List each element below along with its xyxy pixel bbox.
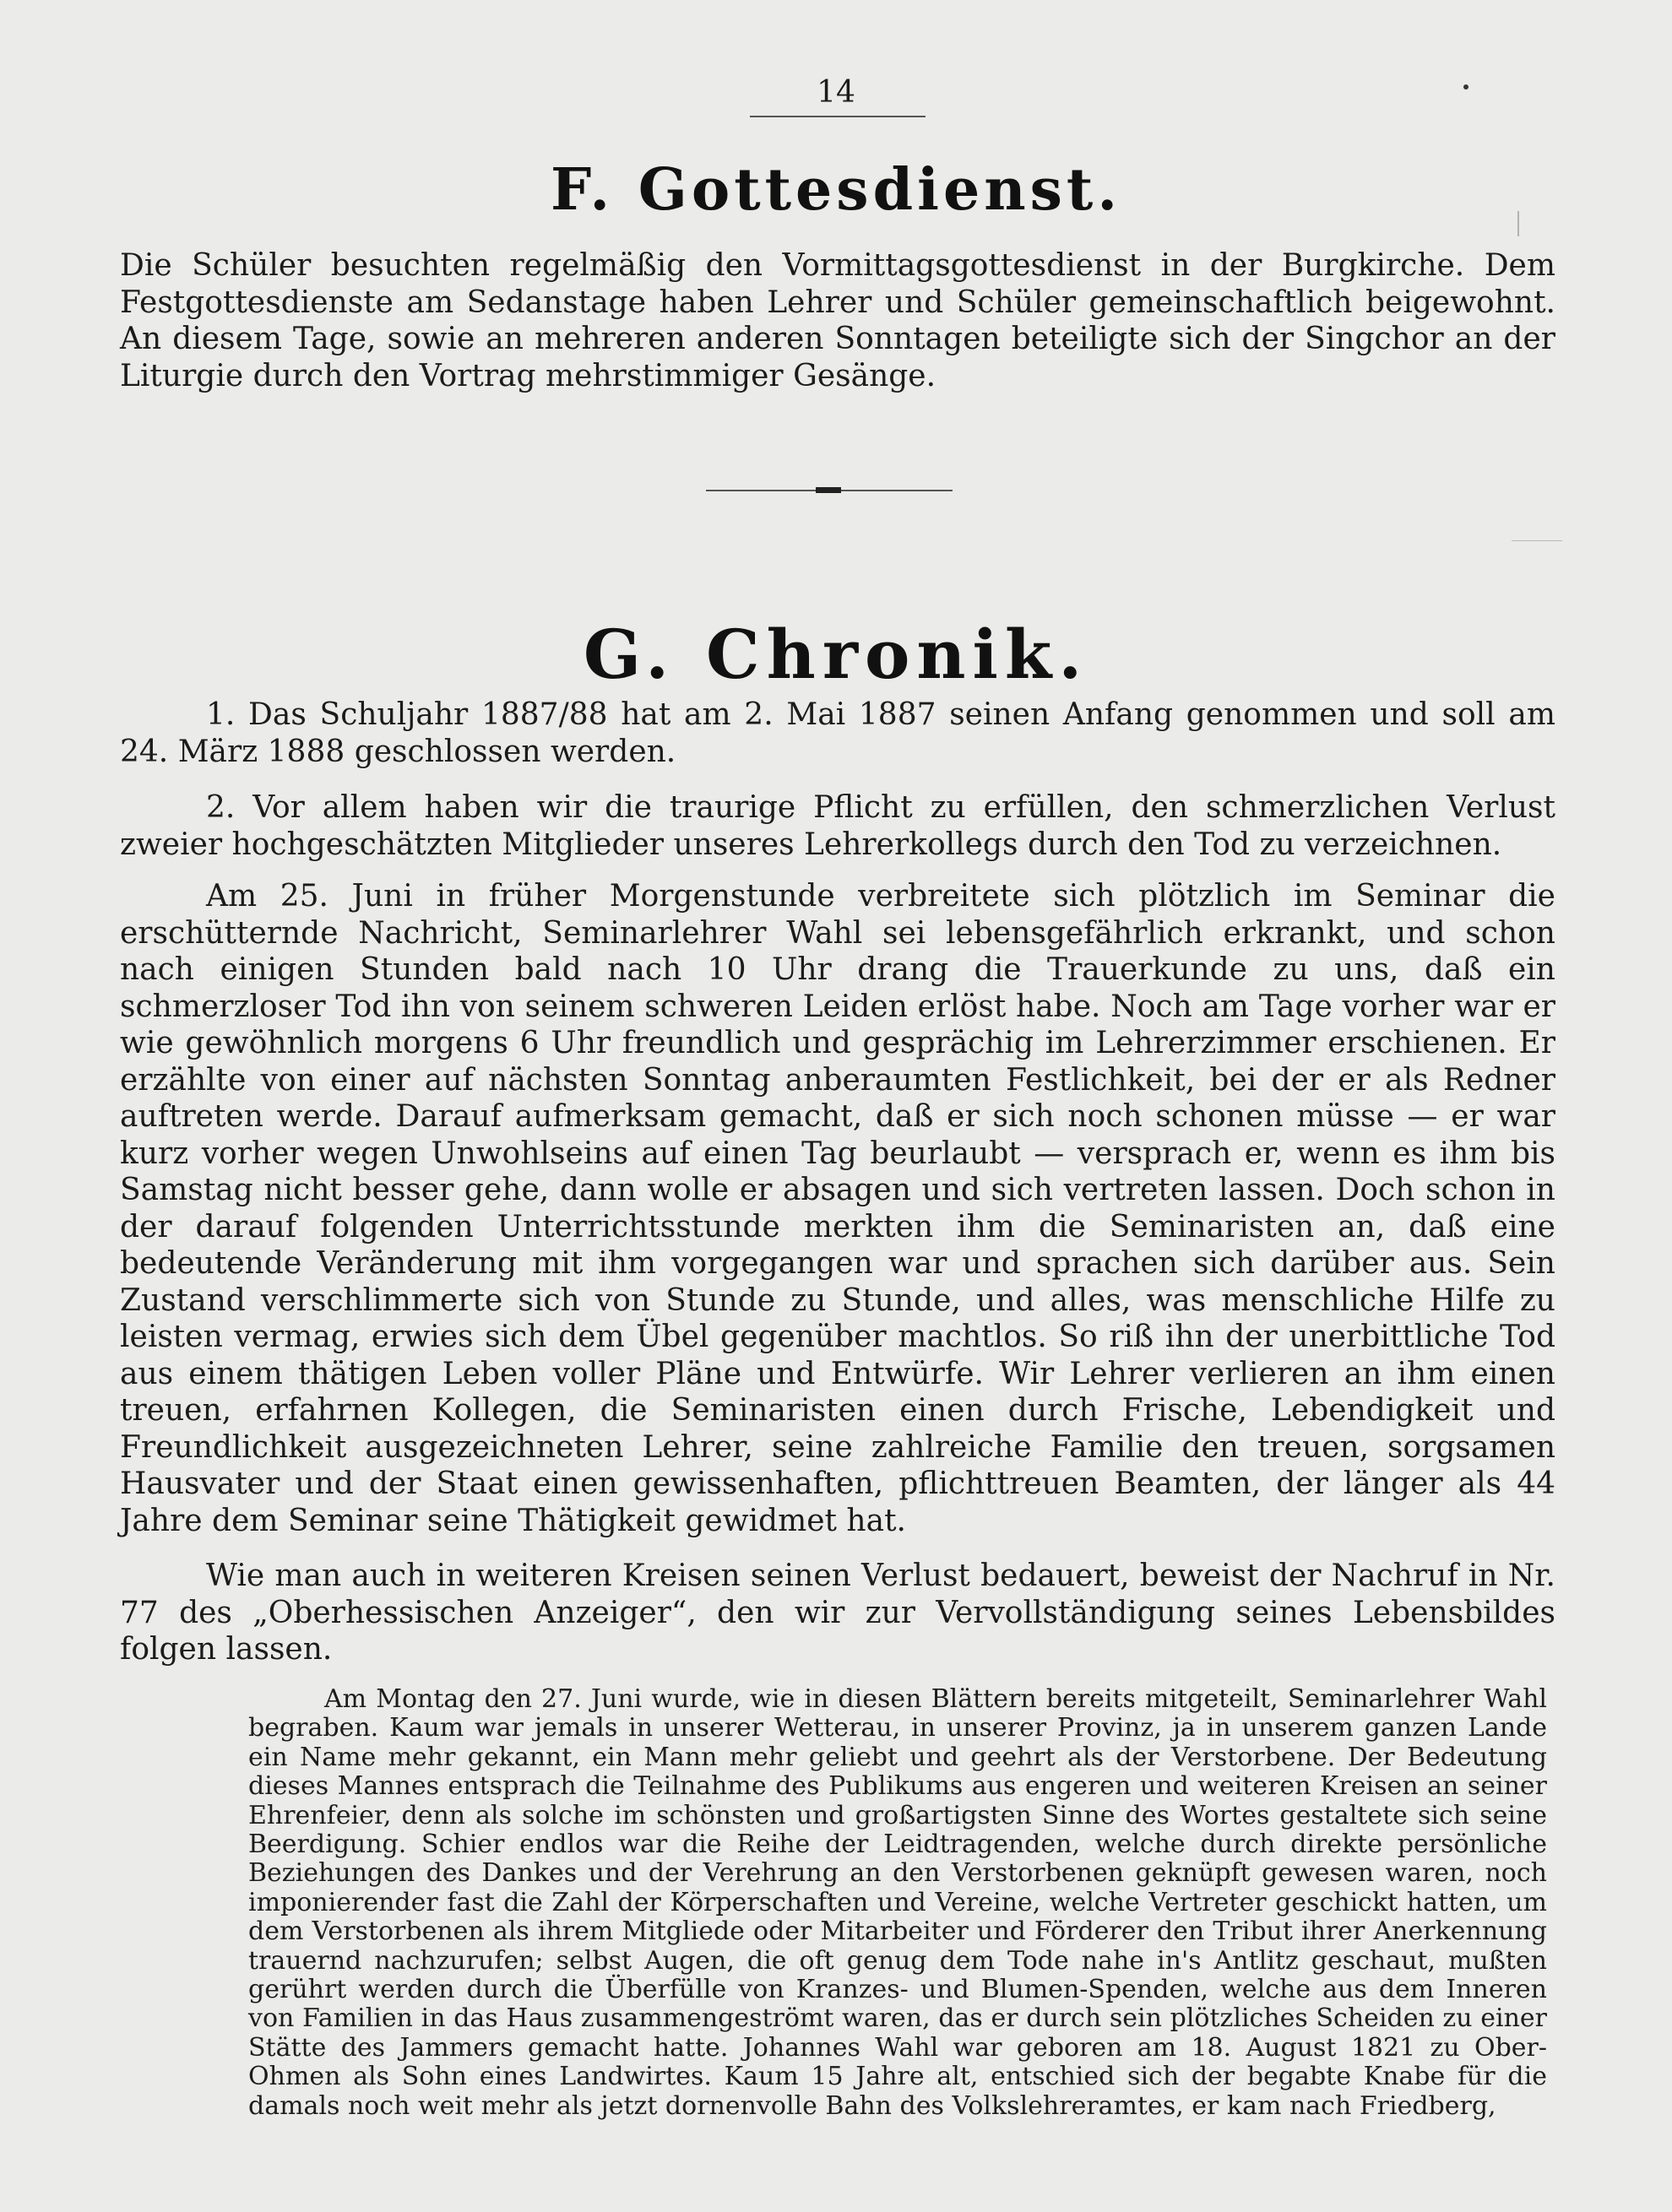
page-number: 14 xyxy=(817,75,855,110)
page-number-rule xyxy=(750,116,926,117)
chronik-paragraph-4: Wie man auch in weiteren Kreisen seinen Verlust bedauert, beweist der Nachruf in Nr. 77 des „Oberhessischen Anzeiger“, den wir zur Vervollständigung seines Lebensbildes folgen lassen. xyxy=(120,1559,1555,1667)
obituary-quote: Am Montag den 27. Juni wurde, wie in diesen Blättern bereits mitgeteilt, Seminarlehrer Wahl begraben. Kaum war jemals in unserer Wetterau, in unserer Provinz, ja in unserem ganzen Lande ein Name mehr gekannt, ein Mann mehr geliebt und geehrt als der Verstorbene. Der Bedeutung dieses Mannes entsprach die Teilnahme des Publikums aus engeren und weiteren Kreisen an seiner Ehrenfeier, denn als solche im schönsten und großartigsten Sinne des Wortes gestaltete sich seine Beerdigung. Schier endlos war die Reihe der Leidtragenden, welche durch direkte persönliche Beziehungen des Dankes und der Verehrung an den Verstorbenen geknüpft gewesen waren, noch imponierender fast die Zahl der Körperschaften und Vereine, welche Vertreter geschickt hatten, um dem Verstorbenen als ihrem Mitgliede oder Mitarbeiter und Förderer den Tribut ihrer Anerkennung trauernd nachzurufen; selbst Augen, die oft genug dem Tode nahe in's Antlitz geschaut, mußten gerührt werden durch die Überfülle von Kranzes- und Blumen-Spenden, welche aus dem Inneren von Familien in das Haus zusammengeströmt waren, das er durch sein plötzliches Scheiden zu einer Stätte des Jammers gemacht hatte. Johannes Wahl war geboren am 18. August 1821 zu Ober-Ohmen als Sohn eines Landwirtes. Kaum 15 Jahre alt, entschied sich der begabte Knabe für die damals noch weit mehr als jetzt dornenvolle Bahn des Volkslehreramtes, er kam nach Friedberg, xyxy=(248,1684,1547,2121)
gottesdienst-paragraph: Die Schüler besuchten regelmäßig den Vormittagsgottesdienst in der Burgkirche. Dem Festgottesdienste am Sedanstage haben Lehrer und Schüler gemeinschaftlich beigewohnt. An diesem Tage, sowie an mehreren anderen Sonntagen beteiligte sich der Singchor an der Liturgie durch den Vortrag mehrstimmiger Gesänge. xyxy=(120,248,1555,393)
section-title-chronik: G. Chronik. xyxy=(583,615,1089,694)
print-speck xyxy=(1463,84,1468,89)
chronik-paragraph-1: 1. Das Schuljahr 1887/88 hat am 2. Mai 1887 seinen Anfang genommen und soll am 24. März 1888 geschlossen werden. xyxy=(120,697,1555,769)
chronik-paragraph-3: Am 25. Juni in früher Morgenstunde verbreitete sich plötzlich im Seminar die erschütternde Nachricht, Seminarlehrer Wahl sei lebensgefährlich erkrankt, und schon nach einigen Stunden bald nach 10 Uhr drang die Trauerkunde zu uns, daß ein schmerzloser Tod ihn von seinem schweren Leiden erlöst habe. Noch am Tage vorher war er wie gewöhnlich morgens 6 Uhr freundlich und gesprächig im Lehrerzimmer erschienen. Er erzählte von einer auf nächsten Sonntag anberaumten Festlichkeit, bei der er als Redner auftreten werde. Darauf aufmerksam gemacht, daß er sich noch schonen müsse — er war kurz vorher wegen Unwohlseins auf einen Tag beurlaubt — versprach er, wenn es ihm bis Samstag nicht besser gehe, dann wolle er absagen und sich vertreten lassen. Doch schon in der darauf folgenden Unterrichtsstunde merkten ihm die Seminaristen an, daß eine bedeutende Veränderung mit ihm vorgegangen war und sprachen sich darüber aus. Sein Zustand verschlimmerte sich von Stunde zu Stunde, und alles, was menschliche Hilfe zu leisten vermag, erwies sich dem Übel gegenüber machtlos. So riß ihn der unerbittliche Tod aus einem thätigen Leben voller Pläne und Entwürfe. Wir Lehrer verlieren an ihm einen treuen, erfahrnen Kollegen, die Seminaristen einen durch Frische, Lebendigkeit und Freundlichkeit ausgezeichneten Lehrer, seine zahlreiche Familie den treuen, sorgsamen Hausvater und der Staat einen gewissenhaften, pflichttreuen Beamten, der länger als 44 Jahre dem Seminar seine Thätigkeit gewidmet hat. xyxy=(120,879,1555,1538)
section-divider-mark xyxy=(816,487,841,493)
bleed-through-rule xyxy=(1512,540,1562,541)
section-title-gottesdienst: F. Gottesdienst. xyxy=(550,156,1122,224)
chronik-paragraph-2: 2. Vor allem haben wir die traurige Pflicht zu erfüllen, den schmerzlichen Verlust zweier hochgeschätzten Mitglieder unseres Lehrerkollegs durch den Tod zu verzeichnen. xyxy=(120,790,1555,862)
